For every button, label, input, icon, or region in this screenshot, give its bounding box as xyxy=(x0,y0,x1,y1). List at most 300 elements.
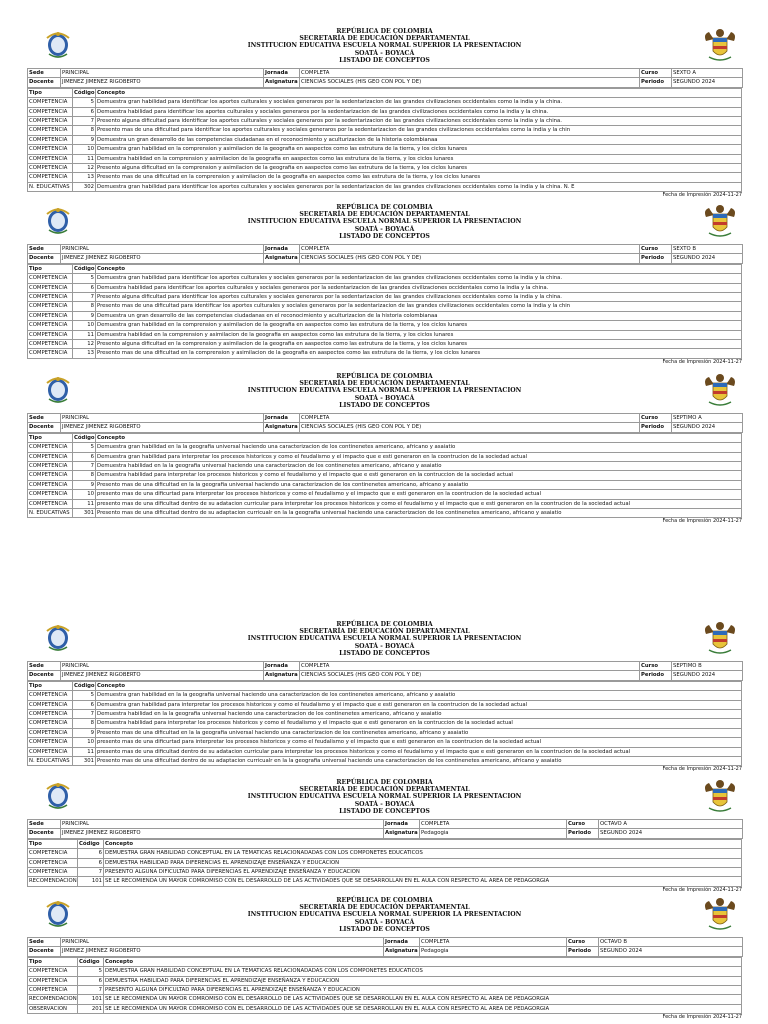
concepto-header: Concepto xyxy=(96,433,742,442)
school-shield-logo xyxy=(41,372,75,406)
info-table xyxy=(27,819,743,839)
row-tipo: N. EDUCATIVAS xyxy=(28,182,73,191)
periodo-value: SEGUNDO 2024 xyxy=(599,829,743,838)
sede-value: PRINCIPAL xyxy=(61,245,264,254)
docente-label: Docente xyxy=(28,947,61,956)
row-concepto: SE LE RECOMIENDA UN MAYOR COMROMISO CON EL DESARROLLO DE LAS ACTIVIDADES QUE SE DESARROLLAN EN EL AULA CON RESPECTO AL AREA DE PEDAGORGIA xyxy=(104,995,742,1004)
codigo-header: Código xyxy=(78,957,104,966)
docente-value: JIMENEZ JIMENEZ RIGOBERTO xyxy=(61,671,264,680)
row-codigo: 7 xyxy=(73,710,96,719)
table-row xyxy=(28,728,742,737)
sede-value: PRINCIPAL xyxy=(61,414,264,423)
jornada-label: Jornada xyxy=(264,662,300,671)
concept-table xyxy=(27,681,742,767)
row-tipo: COMPETENCIA xyxy=(28,311,73,320)
docente-value: JIMENEZ JIMENEZ RIGOBERTO xyxy=(61,829,384,838)
row-tipo: COMPETENCIA xyxy=(28,443,73,452)
row-codigo: 6 xyxy=(73,700,96,709)
concept-table xyxy=(27,433,742,519)
row-tipo: COMPETENCIA xyxy=(28,967,78,976)
table-row xyxy=(28,117,742,126)
table-row xyxy=(28,976,742,985)
docente-label: Docente xyxy=(28,78,61,87)
asignatura-value: CIENCIAS SOCIALES (HIS GEO CON POL Y DE) xyxy=(300,423,640,432)
row-concepto: SE LE RECOMIENDA UN MAYOR COMROMISO CON EL DESARROLLO DE LAS ACTIVIDADES QUE SE DESARROLLAN EN EL AULA CON RESPECTO AL AREA DE PEDAGORGIA xyxy=(104,877,742,886)
info-row-docente xyxy=(28,78,743,87)
colombia-coat-of-arms-logo xyxy=(703,778,737,816)
row-tipo: COMPETENCIA xyxy=(28,126,73,135)
table-row xyxy=(28,710,742,719)
print-date: Fecha de Impresión 2024-11-27 xyxy=(662,358,742,365)
jornada-label: Jornada xyxy=(384,820,420,829)
header-secretaria: SECRETARÍA DE EDUCACIÓN DEPARTAMENTAL xyxy=(299,35,470,43)
row-concepto: Presento alguna dificultad para identificar los aportes culturales y sociales generaros por la sedentarizacion de las grandes civilizaciones occidentales como la india y la china. xyxy=(96,293,742,302)
tipo-header: Tipo xyxy=(28,681,73,690)
info-row-docente xyxy=(28,829,743,838)
table-row xyxy=(28,849,742,858)
header-institucion: INSTITUCION EDUCATIVA ESCUELA NORMAL SUPERIOR LA PRESENTACION xyxy=(247,42,522,50)
header-secretaria: SECRETARÍA DE EDUCACIÓN DEPARTAMENTAL xyxy=(299,786,470,794)
row-tipo: RECOMENDACION xyxy=(29,878,77,885)
table-row xyxy=(28,738,742,747)
sede-value: PRINCIPAL xyxy=(61,938,384,947)
colombia-coat-of-arms-logo xyxy=(703,203,737,241)
report-header xyxy=(27,27,742,68)
concept-table xyxy=(27,957,742,1014)
row-concepto: Demuestra habilidad en la la geografia universal haciendo una caracterizacion de los continenetes americano, africano y asaiatio xyxy=(96,462,742,471)
table-row xyxy=(28,98,742,107)
header-secretaria: SECRETARÍA DE EDUCACIÓN DEPARTAMENTAL xyxy=(299,904,470,912)
periodo-value: SEGUNDO 2024 xyxy=(672,671,743,680)
tipo-header: Tipo xyxy=(28,88,73,97)
table-row xyxy=(28,452,742,461)
header-republica: REPÚBLICA DE COLOMBIA xyxy=(336,621,433,628)
row-tipo: COMPETENCIA xyxy=(28,868,78,877)
sede-label: Sede xyxy=(28,245,61,254)
curso-label: Curso xyxy=(567,820,599,829)
row-tipo: COMPETENCIA xyxy=(28,145,73,154)
table-row xyxy=(28,757,742,766)
row-concepto: Demuestra habilidad para interpretar los procesos historicos y como el feudalismo y el impacto que e esti generaron en la contruccion de la sociedad actual xyxy=(96,471,742,480)
table-row xyxy=(28,302,742,311)
header-secretaria: SECRETARÍA DE EDUCACIÓN DEPARTAMENTAL xyxy=(299,380,470,388)
row-codigo: 13 xyxy=(73,349,96,358)
concepto-header: Concepto xyxy=(104,839,742,848)
row-tipo: COMPETENCIA xyxy=(28,135,73,144)
table-row xyxy=(28,480,742,489)
jornada-value: COMPLETA xyxy=(300,69,640,78)
codigo-header: Código xyxy=(78,839,104,848)
header-listado: LISTADO DE CONCEPTOS xyxy=(339,925,430,933)
curso-label: Curso xyxy=(640,414,672,423)
row-concepto: DEMUESTRA HABILIDAD PARA DIFERENCIAS EL APRENDIZAJE ENSEÑANZA Y EDUCACION xyxy=(104,858,742,867)
row-codigo: 6 xyxy=(73,452,96,461)
row-codigo: 5 xyxy=(73,98,96,107)
table-row xyxy=(28,311,742,320)
row-concepto: Demuestra habilidad para identificar los aportes culturales y sociales generaros por la sedentarizacion de las grandes civilizaciones occidentales como la india y la china. xyxy=(96,107,742,116)
report-header xyxy=(27,620,742,661)
curso-value: SEXTO B xyxy=(672,245,743,254)
row-concepto: presento mas de una dificultad dentro de su adatacion curricular para interpretar los procesos historicos y como el feudalismo y el impacto que e esti generaron en la coontrucion de la sociedad actual xyxy=(96,499,742,508)
row-tipo: COMPETENCIA xyxy=(28,691,73,700)
table-row xyxy=(28,135,742,144)
row-concepto: Demuestra un gran desarrollo de las competencias ciudadanas en el reconocimiento y aculturizacion de la historia colombianaa xyxy=(96,135,742,144)
jornada-label: Jornada xyxy=(264,414,300,423)
sede-label: Sede xyxy=(28,938,61,947)
docente-label: Docente xyxy=(28,254,61,263)
table-row xyxy=(28,490,742,499)
sede-label: Sede xyxy=(28,414,61,423)
concept-list-section xyxy=(27,372,742,524)
tipo-header: Tipo xyxy=(28,957,78,966)
header-republica: REPÚBLICA DE COLOMBIA xyxy=(336,204,433,211)
row-concepto: Demuestra habilidad en la la geografia universal haciendo una caracterizacion de los continenetes americano, africano y asaiatio xyxy=(96,710,742,719)
school-shield-logo xyxy=(41,778,75,812)
row-codigo: 101 xyxy=(78,877,104,886)
header-listado: LISTADO DE CONCEPTOS xyxy=(339,401,430,409)
tipo-header: Tipo xyxy=(28,839,78,848)
row-tipo: COMPETENCIA xyxy=(28,480,73,489)
table-row xyxy=(28,274,742,283)
row-tipo: COMPETENCIA xyxy=(28,302,73,311)
header-republica: REPÚBLICA DE COLOMBIA xyxy=(336,897,433,904)
row-codigo: 5 xyxy=(73,274,96,283)
row-concepto: Presento mas de una dificultad dentro de su adaptacion curricualr en la la geografia universal haciendo una caracterizacion de los continenetes americano, africano y asaiatio xyxy=(96,509,742,518)
row-tipo: COMPETENCIA xyxy=(28,858,78,867)
asignatura-label: Asignatura xyxy=(265,255,298,262)
curso-value: SEXTO A xyxy=(672,69,743,78)
row-concepto: Demuestra habilidad en la comprension y asimilacion de la geografia en aaspectos como las estrutura de la tierra, y los ciclos lunares xyxy=(96,330,742,339)
concept-list-section xyxy=(27,778,742,893)
row-tipo: COMPETENCIA xyxy=(28,452,73,461)
header-lugar: SOATÁ - BOYACÁ xyxy=(354,49,415,57)
row-concepto: presento mas de una dificurtad para interpretar los procesos historicos y como el feudalismo y el impacto que e esti generaron en la coontrucion de la sociedad actual xyxy=(96,490,742,499)
row-tipo: COMPETENCIA xyxy=(28,849,78,858)
table-row xyxy=(28,1004,742,1013)
asignatura-value: CIENCIAS SOCIALES (HIS GEO CON POL Y DE) xyxy=(300,254,640,263)
row-concepto: presento mas de una dificurtad para interpretar los procesos historicos y como el feudalismo y el impacto que e esti generaron en la coontrucion de la sociedad actual xyxy=(96,738,742,747)
header-lugar: SOATÁ - BOYACÁ xyxy=(354,225,415,233)
curso-label: Curso xyxy=(640,69,672,78)
row-tipo: OBSERVACION xyxy=(28,1004,78,1013)
concept-table-header xyxy=(28,681,742,690)
table-row xyxy=(28,293,742,302)
row-concepto: DEMUESTRA GRAN HABILIDAD CONCEPTUAL EN LA TEMATICAS RELACIONADADAS CON LOS COMPONETES EDUCATICOS xyxy=(104,967,742,976)
header-secretaria: SECRETARÍA DE EDUCACIÓN DEPARTAMENTAL xyxy=(299,628,470,636)
asignatura-value: CIENCIAS SOCIALES (HIS GEO CON POL Y DE) xyxy=(300,78,640,87)
report-header xyxy=(27,372,742,413)
curso-label: Curso xyxy=(640,245,672,254)
header-lugar: SOATÁ - BOYACÁ xyxy=(354,394,415,402)
header-listado: LISTADO DE CONCEPTOS xyxy=(339,232,430,240)
row-concepto: Presento alguna dificultad en la comprension y asimilacion de la geografia en aaspectos como las estrutura de la tierra, y los ciclos lunares xyxy=(96,340,742,349)
row-concepto: Demuestra gran habilidad para interpretar los procesos historicos y como el feudalismo y el impacto que e esti generaron en la coontrucion de la sociedad actual xyxy=(96,700,742,709)
curso-value: SEPTIMO A xyxy=(672,414,743,423)
row-codigo: 9 xyxy=(73,311,96,320)
row-tipo: COMPETENCIA xyxy=(28,283,73,292)
row-concepto: Demuestra gran habilidad en la comprension y asimilacion de la geografia en aaspectos como las estrutura de la tierra, y los ciclos lunares xyxy=(96,145,742,154)
row-concepto: Demuestra gran habilidad en la comprension y asimilacion de la geografia en aaspectos como las estrutura de la tierra, y los ciclos lunares xyxy=(96,321,742,330)
periodo-label: Periodo xyxy=(640,254,672,263)
table-row xyxy=(28,967,742,976)
info-table xyxy=(27,661,743,681)
row-tipo: COMPETENCIA xyxy=(28,462,73,471)
row-concepto: Demuestra gran habilidad para identificar los aportes culturales y sociales generaros por la sedentarizacion de las grandes civilizaciones occidentales como la india y la china. xyxy=(96,274,742,283)
row-codigo: 12 xyxy=(73,340,96,349)
school-shield-logo xyxy=(41,203,75,237)
table-row xyxy=(28,691,742,700)
row-codigo: 10 xyxy=(73,490,96,499)
row-codigo: 6 xyxy=(73,283,96,292)
concept-table-header xyxy=(28,839,742,848)
row-concepto: Demuestra gran habilidad para identificar los aportes culturales y sociales generaros por la sedentarizacion de las grandes civilizaciones occidentales como la india y la china. N. E xyxy=(96,182,742,191)
row-concepto: Demuestra un gran desarrollo de las competencias ciudadanas en el reconocimiento y aculturizacion de la historia colombianaa xyxy=(96,311,742,320)
row-tipo: COMPETENCIA xyxy=(28,349,73,358)
table-row xyxy=(28,986,742,995)
jornada-value: COMPLETA xyxy=(420,820,567,829)
codigo-header: Código xyxy=(74,682,95,689)
header-institucion: INSTITUCION EDUCATIVA ESCUELA NORMAL SUPERIOR LA PRESENTACION xyxy=(247,218,522,226)
table-row xyxy=(28,154,742,163)
row-concepto: Demuestra gran habilidad en la la geografia universal haciendo una caracterizacion de los continenetes americano, africano y asaiatio xyxy=(96,443,742,452)
row-codigo: 9 xyxy=(73,135,96,144)
concept-list-section xyxy=(27,896,742,1020)
colombia-coat-of-arms-logo xyxy=(703,27,737,65)
info-table xyxy=(27,68,743,88)
row-codigo: 10 xyxy=(73,321,96,330)
row-codigo: 7 xyxy=(78,868,104,877)
table-row xyxy=(28,283,742,292)
row-tipo: COMPETENCIA xyxy=(28,293,73,302)
header-republica: REPÚBLICA DE COLOMBIA xyxy=(336,28,433,35)
row-concepto: Demuestra gran habilidad para interpretar los procesos historicos y como el feudalismo y el impacto que e esti generaron en la coontrucion de la sociedad actual xyxy=(96,452,742,461)
docente-value: JIMENEZ JIMENEZ RIGOBERTO xyxy=(61,78,264,87)
report-header xyxy=(27,896,742,937)
row-concepto: Presento mas de una dificultad en la la geografia universal haciendo una caracterizacion de los continenetes americano, africano y asaiatio xyxy=(96,728,742,737)
info-row-docente xyxy=(28,423,743,432)
concepto-header: Concepto xyxy=(96,264,742,273)
row-codigo: 9 xyxy=(73,480,96,489)
school-shield-logo xyxy=(41,620,75,654)
info-table xyxy=(27,937,743,957)
concepto-header: Concepto xyxy=(96,88,742,97)
table-row xyxy=(28,443,742,452)
curso-label: Curso xyxy=(567,938,599,947)
info-row-sede xyxy=(28,820,743,829)
concept-list-section xyxy=(27,620,742,772)
docente-value: JIMENEZ JIMENEZ RIGOBERTO xyxy=(61,947,384,956)
row-codigo: 7 xyxy=(73,462,96,471)
colombia-coat-of-arms-logo xyxy=(703,896,737,934)
row-codigo: 6 xyxy=(78,858,104,867)
asignatura-value: CIENCIAS SOCIALES (HIS GEO CON POL Y DE) xyxy=(300,671,640,680)
periodo-label: Periodo xyxy=(567,947,599,956)
row-codigo: 8 xyxy=(73,126,96,135)
docente-label: Docente xyxy=(28,423,61,432)
sede-label: Sede xyxy=(28,820,61,829)
sede-label: Sede xyxy=(28,69,61,78)
row-tipo: COMPETENCIA xyxy=(28,710,73,719)
table-row xyxy=(28,126,742,135)
row-tipo: COMPETENCIA xyxy=(28,976,78,985)
row-tipo: COMPETENCIA xyxy=(28,700,73,709)
row-concepto: Presento alguna dificultad en la comprension y asimilacion de la geografia en aaspectos como las estrutura de la tierra, y los ciclos lunares xyxy=(96,164,742,173)
table-row xyxy=(28,471,742,480)
docente-label: Docente xyxy=(28,671,61,680)
periodo-value: SEGUNDO 2024 xyxy=(672,254,743,263)
row-codigo: 11 xyxy=(73,747,96,756)
row-tipo: COMPETENCIA xyxy=(28,173,73,182)
row-concepto: Demuestra gran habilidad para identificar los aportes culturales y sociales generaros por la sedentarizacion de las grandes civilizaciones occidentales como la india y la china. xyxy=(96,98,742,107)
row-tipo: COMPETENCIA xyxy=(28,274,73,283)
sede-value: PRINCIPAL xyxy=(61,820,384,829)
print-date: Fecha de Impresión 2024-11-27 xyxy=(662,192,742,199)
table-row xyxy=(28,995,742,1004)
print-date: Fecha de Impresión 2024-11-27 xyxy=(662,518,742,525)
curso-value: SEPTIMO B xyxy=(672,662,743,671)
header-listado: LISTADO DE CONCEPTOS xyxy=(339,56,430,64)
row-concepto: Presento mas de una dificultad en la la geografia universal haciendo una caracterizacion de los continenetes americano, africano y asaiatio xyxy=(96,480,742,489)
table-row xyxy=(28,164,742,173)
row-codigo: 8 xyxy=(73,471,96,480)
concept-table xyxy=(27,839,742,887)
row-codigo: 10 xyxy=(73,145,96,154)
row-tipo: COMPETENCIA xyxy=(28,164,73,173)
docente-value: JIMENEZ JIMENEZ RIGOBERTO xyxy=(61,423,264,432)
asignatura-label: Asignatura xyxy=(385,948,418,955)
periodo-label: Periodo xyxy=(640,78,672,87)
concepto-header: Concepto xyxy=(96,681,742,690)
header-listado: LISTADO DE CONCEPTOS xyxy=(339,807,430,815)
codigo-header: Código xyxy=(74,89,95,96)
print-date: Fecha de Impresión 2024-11-27 xyxy=(662,766,742,773)
row-codigo: 11 xyxy=(73,330,96,339)
colombia-coat-of-arms-logo xyxy=(703,620,737,658)
concept-table xyxy=(27,264,742,359)
row-codigo: 11 xyxy=(73,154,96,163)
row-tipo: COMPETENCIA xyxy=(28,154,73,163)
row-concepto: DEMUESTRA HABILIDAD PARA DIFERENCIAS EL APRENDIZAJE ENSEÑANZA Y EDUCACION xyxy=(104,976,742,985)
tipo-header: Tipo xyxy=(28,433,73,442)
row-concepto: presento mas de una dificultad dentro de su adatacion curricular para interpretar los procesos historicos y como el feudalismo y el impacto que e esti generaron en la coontrucion de la sociedad actual xyxy=(96,747,742,756)
row-codigo: 8 xyxy=(73,719,96,728)
school-shield-logo xyxy=(41,27,75,61)
row-codigo: 10 xyxy=(73,738,96,747)
table-row xyxy=(28,700,742,709)
header-institucion: INSTITUCION EDUCATIVA ESCUELA NORMAL SUPERIOR LA PRESENTACION xyxy=(247,387,522,395)
row-tipo: COMPETENCIA xyxy=(28,719,73,728)
row-tipo: COMPETENCIA xyxy=(28,321,73,330)
info-table xyxy=(27,244,743,264)
table-row xyxy=(28,340,742,349)
concept-list-section xyxy=(27,203,742,365)
info-row-docente xyxy=(28,947,743,956)
docente-label: Docente xyxy=(28,829,61,838)
row-concepto: Demuestra gran habilidad en la la geografia universal haciendo una caracterizacion de los continenetes americano, africano y asaiatio xyxy=(96,691,742,700)
asignatura-value: Pedagogia xyxy=(420,947,567,956)
row-concepto: Presento mas de una dificultad para identificar los aportes culturales y sociales generaros por la sedentarizacion de las grandes civilizaciones occidentales como la india y la chin xyxy=(96,302,742,311)
header-lugar: SOATÁ - BOYACÁ xyxy=(354,800,415,808)
header-republica: REPÚBLICA DE COLOMBIA xyxy=(336,373,433,380)
row-concepto: Demuestra habilidad para interpretar los procesos historicos y como el feudalismo y el impacto que e esti generaron en la contruccion de la sociedad actual xyxy=(96,719,742,728)
row-concepto: Presento mas de una dificultad en la comprension y asimilacion de la geografia en aaspectos como las estrutura de la tierra, y los ciclos lunares xyxy=(96,349,742,358)
school-shield-logo xyxy=(41,896,75,930)
jornada-value: COMPLETA xyxy=(420,938,567,947)
row-tipo: COMPETENCIA xyxy=(28,107,73,116)
table-row xyxy=(28,321,742,330)
curso-value: OCTAVO A xyxy=(599,820,743,829)
table-row xyxy=(28,349,742,358)
info-row-docente xyxy=(28,671,743,680)
row-tipo: COMPETENCIA xyxy=(28,747,73,756)
jornada-value: COMPLETA xyxy=(300,414,640,423)
info-row-sede xyxy=(28,245,743,254)
curso-value: OCTAVO B xyxy=(599,938,743,947)
tipo-header: Tipo xyxy=(28,264,73,273)
row-codigo: 13 xyxy=(73,173,96,182)
info-table xyxy=(27,413,743,433)
codigo-header: Código xyxy=(74,434,95,441)
row-concepto: DEMUESTRA GRAN HABILIDAD CONCEPTUAL EN LA TEMATICAS RELACIONADADAS CON LOS COMPONETES EDUCATICOS xyxy=(104,849,742,858)
row-concepto: Demuestra habilidad en la comprension y asimilacion de la geografia en aaspectos como las estrutura de la tierra, y los ciclos lunares xyxy=(96,154,742,163)
sede-label: Sede xyxy=(28,662,61,671)
row-codigo: 302 xyxy=(73,182,96,191)
header-institucion: INSTITUCION EDUCATIVA ESCUELA NORMAL SUPERIOR LA PRESENTACION xyxy=(247,793,522,801)
concept-list-section xyxy=(27,27,742,198)
info-row-sede xyxy=(28,662,743,671)
row-concepto: Presento mas de una dificultad dentro de su adaptacion curricualr en la la geografia universal haciendo una caracterizacion de los continenetes americano, africano y asaiatio xyxy=(96,757,742,766)
info-row-sede xyxy=(28,414,743,423)
header-secretaria: SECRETARÍA DE EDUCACIÓN DEPARTAMENTAL xyxy=(299,211,470,219)
row-tipo: COMPETENCIA xyxy=(28,117,73,126)
row-tipo: COMPETENCIA xyxy=(28,986,78,995)
row-tipo: RECOMENDACION xyxy=(29,996,77,1003)
table-row xyxy=(28,868,742,877)
concept-table xyxy=(27,88,742,192)
concept-table-header xyxy=(28,88,742,97)
periodo-label: Periodo xyxy=(640,671,672,680)
row-concepto: Demuestra habilidad para identificar los aportes culturales y sociales generaros por la sedentarizacion de las grandes civilizaciones occidentales como la india y la china. xyxy=(96,283,742,292)
concept-table-header xyxy=(28,957,742,966)
row-tipo: COMPETENCIA xyxy=(28,330,73,339)
row-tipo: COMPETENCIA xyxy=(28,471,73,480)
row-tipo: N. EDUCATIVAS xyxy=(28,509,73,518)
periodo-label: Periodo xyxy=(640,423,672,432)
row-codigo: 12 xyxy=(73,164,96,173)
row-codigo: 7 xyxy=(73,293,96,302)
table-row xyxy=(28,719,742,728)
table-row xyxy=(28,858,742,867)
row-tipo: COMPETENCIA xyxy=(28,738,73,747)
row-codigo: 101 xyxy=(78,995,104,1004)
info-row-docente xyxy=(28,254,743,263)
table-row xyxy=(28,145,742,154)
sede-value: PRINCIPAL xyxy=(61,69,264,78)
report-header xyxy=(27,778,742,819)
row-codigo: 7 xyxy=(73,117,96,126)
info-row-sede xyxy=(28,69,743,78)
row-codigo: 5 xyxy=(73,443,96,452)
row-concepto: Presento alguna dificultad para identificar los aportes culturales y sociales generaros por la sedentarizacion de las grandes civilizaciones occidentales como la india y la china. xyxy=(96,117,742,126)
row-tipo: COMPETENCIA xyxy=(28,499,73,508)
row-concepto: Presento mas de una dificultad para identificar los aportes culturales y sociales generaros por la sedentarizacion de las grandes civilizaciones occidentales como la india y la chin xyxy=(96,126,742,135)
row-codigo: 7 xyxy=(78,986,104,995)
header-lugar: SOATÁ - BOYACÁ xyxy=(354,918,415,926)
table-row xyxy=(28,173,742,182)
row-concepto: PRESENTO ALGUNA DIFICULTAD PARA DIFERENCIAS EL APRENDIZAJE ENSEÑANZA Y EDUCACION xyxy=(104,868,742,877)
sede-value: PRINCIPAL xyxy=(61,662,264,671)
asignatura-label: Asignatura xyxy=(385,830,418,837)
